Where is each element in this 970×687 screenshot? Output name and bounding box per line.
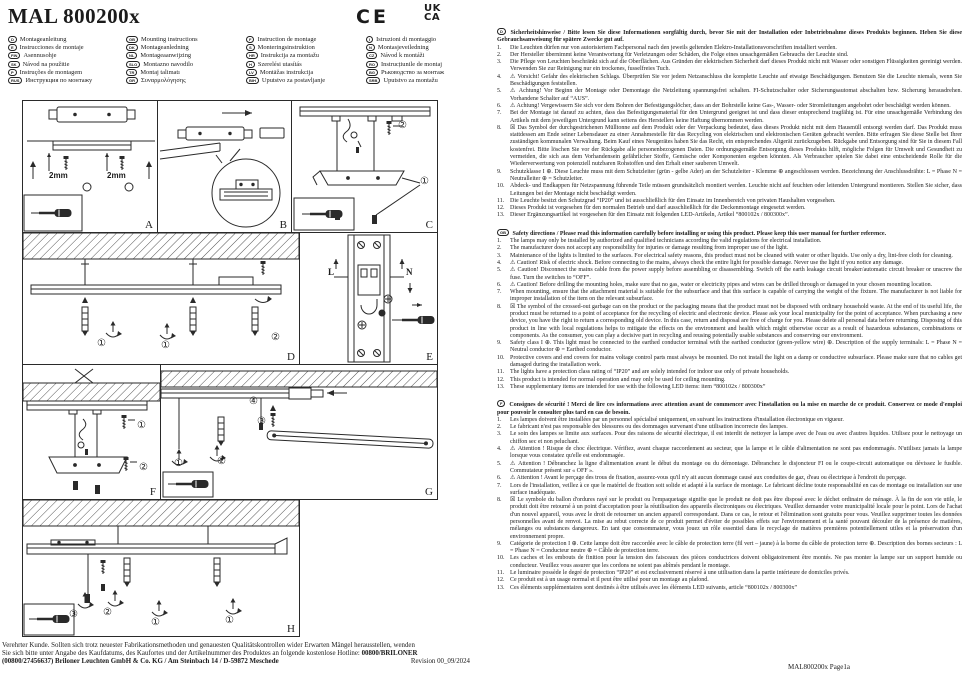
safety-item	[497, 461, 962, 476]
country-code-badge: GR	[126, 77, 138, 84]
item-number: 7.	[497, 482, 502, 489]
item-text: When mounting, ensure that the attachment material is suitable for the subsurface and that this surface is capable of carrying the weight of the fixture. The manufacturer is not liable for improper installation of the item on the relevant subsurface.	[510, 289, 962, 303]
item-text: Maintenance of the lights is limited to the surfaces. For electrical safety reasons, this product must not be cleaned with water or other liquids. Use only a dry, lint-free cloth for cleaning.	[510, 252, 953, 259]
language-item	[246, 68, 364, 76]
safety-item	[497, 384, 962, 391]
item-text: The manufacturer does not accept any responsibility for injuries or damage resulting from improper use of the light.	[510, 245, 789, 252]
country-code-badge: TR	[126, 69, 137, 76]
manufacturer-address: (00800/27456637) Briloner Leuchten GmbH & Co. KG / Am Steinbach 14 / D-59872 Meschede	[2, 658, 279, 666]
screw-in-icon	[152, 600, 168, 616]
ceiling-hatch	[23, 500, 299, 526]
language-item	[126, 43, 244, 51]
hotline-number: 00800/BRILONER	[361, 650, 418, 658]
item-text: ⚠ Vorsicht! Gefahr des elektrischen Schlags. Überprüfen Sie vor jedem Netzanschluss die komplette Leuchte auf etwaige Beschädigungen. Benutzen Sie die Leuchte niemals, wenn Sie Beschädigungen feststellen.	[510, 73, 962, 88]
safety-item	[497, 541, 962, 556]
language-label: Asennusohje	[23, 52, 57, 60]
language-item	[8, 52, 126, 60]
ceiling-hatch	[161, 371, 437, 387]
language-label: Montāžas instrukcija	[259, 68, 314, 76]
language-label: Uputstvo za postavljanje	[261, 77, 326, 85]
language-column-1	[8, 35, 126, 85]
screwdriver-icon	[29, 616, 69, 623]
language-label: Návod k montáži	[380, 52, 425, 60]
screw-icon	[387, 121, 392, 135]
item-number: 3.	[497, 59, 502, 66]
item-text: Lors de l'installation, veillez à ce que le matériel de fixation soit solide et adapté à la surface de montage. Le fabricant décline toute responsabilité en cas de montage ou installation sur une surface inadéquate.	[510, 482, 962, 496]
item-number: 9.	[497, 540, 502, 547]
screw-icon	[120, 156, 125, 170]
language-label: Istruzioni di montaggio	[376, 35, 437, 43]
section-items	[497, 45, 962, 220]
screw-icon	[271, 413, 276, 427]
step-number: ①	[151, 617, 160, 628]
language-label: Instruções de montagem	[19, 68, 83, 76]
language-label: Ръководство за монтаж	[381, 68, 445, 76]
item-number: 5.	[497, 460, 502, 467]
country-code-badge: BG	[366, 69, 378, 76]
magnifier-circle	[212, 159, 280, 227]
dimension-label: 2mm	[107, 171, 126, 180]
item-number: 13.	[497, 584, 505, 591]
screw-icon	[261, 261, 266, 275]
item-text: The lamps may only be installed by authorized and qualified technicians according the valid regulations for electrical installation.	[510, 238, 822, 245]
safety-item	[497, 497, 962, 541]
item-number: 13.	[497, 212, 505, 219]
diagram-panel-h	[22, 499, 300, 637]
country-code-badge: SRB	[366, 77, 380, 84]
safety-item	[497, 475, 962, 482]
safety-item	[497, 110, 962, 125]
item-text: Les caches et les embouts de finition pour la tension des faisceaux des pièces conductrices doivent obligatoirement être montés. Ne pas monter la lampe sur un support humide ou conducteur. Veuillez vous assurer que les cordons ne soient pas abîmés pendant le montage.	[510, 555, 962, 569]
safety-item	[497, 355, 962, 370]
diagram-h-drawing	[23, 500, 299, 636]
screwdriver-icon	[168, 481, 208, 488]
item-number: 8.	[497, 497, 502, 504]
language-item	[8, 43, 126, 51]
item-number: 12.	[497, 577, 505, 584]
item-text: Dieses Produkt ist vorgesehen für den normalen Betrieb und darf ausschließlich für die Deckenmontage eingesetzt werden.	[510, 205, 806, 212]
step-number: ④	[249, 396, 258, 407]
country-code-badge: N	[366, 44, 375, 51]
language-label: Instruction de montage	[257, 35, 317, 43]
item-number: 8.	[497, 124, 502, 131]
country-code-badge: F	[497, 400, 505, 407]
language-item	[366, 76, 484, 84]
diagram-panel-a	[22, 100, 158, 233]
item-number: 1.	[497, 44, 502, 51]
language-label: Instrukcija za montažu	[260, 52, 319, 60]
language-label: Montageanleitung	[19, 35, 67, 43]
item-number: 7.	[497, 110, 502, 117]
country-code-badge: SLO	[126, 61, 140, 68]
country-code-badge: GB	[497, 229, 509, 236]
item-text: Abdeck- und Endkappen für Netzspannung führende Teile müssen grundsätzlich montiert werden. Leuchte nicht auf feuchten oder leitenden Untergrund montieren. Stellen Sie sicher, dass Leitungen bei der Montage nicht beschädigt werden.	[510, 183, 962, 197]
country-code-badge: RO	[366, 61, 378, 68]
revision-label: Revision 00_09/2024	[410, 658, 470, 666]
language-item	[8, 76, 126, 84]
safety-item	[497, 340, 962, 355]
language-item	[8, 35, 126, 43]
safety-item	[497, 555, 962, 570]
item-number: 9.	[497, 340, 502, 347]
language-label: Instrucciones de montaje	[19, 43, 84, 51]
language-item	[126, 68, 244, 76]
step-number: ②	[103, 607, 112, 618]
item-number: 11.	[497, 197, 505, 204]
screw-in-icon	[226, 598, 242, 614]
country-code-badge: P	[8, 69, 17, 76]
item-text: This product is intended for normal operation and may only be used for ceiling mounting.	[510, 376, 726, 383]
warranty-line2: Sie sich bitte unter Angabe des Kaufdatums, des Kaufortes und der Artikelnummer des Produktes an folgende kostenlose Hotline: 00800/BRILONER	[2, 650, 418, 658]
diagram-panel-f	[22, 364, 161, 500]
step-number: ①	[161, 340, 170, 351]
safety-item	[497, 125, 962, 169]
country-code-badge: D	[8, 36, 17, 43]
item-text: ⚠ Achtung! Vergewissern Sie sich vor dem Bohren der Befestigungslöcher, dass an der Bohrstelle keine Gas-, Wasser- oder Stromleitungen angebohrt oder beschädigt werden können.	[510, 102, 951, 109]
step-number: ②	[271, 332, 280, 343]
item-number: 3.	[497, 252, 502, 259]
wall-plug-icon	[82, 307, 88, 336]
item-number: 7.	[497, 289, 502, 296]
ukca-mark	[424, 4, 441, 22]
safety-section-de	[497, 28, 962, 220]
item-text: ⚠ Caution! Risk of electric shock. Before connecting to the mains, always check the entire light for possible damage. Never use the light if you notice any damage.	[510, 259, 904, 266]
language-label: Montasjeveiledning	[377, 43, 429, 51]
item-text: The lights have a protection class rating of “IP20” and are solely intended for indoor use only of private households.	[510, 369, 790, 376]
item-number: 6.	[497, 102, 502, 109]
item-number: 6.	[497, 281, 502, 288]
country-code-badge: GB	[126, 36, 138, 43]
diagram-e-drawing	[300, 233, 437, 364]
language-label: Montaj talimatı	[140, 68, 180, 76]
safety-item	[497, 245, 962, 252]
safety-section-en	[497, 229, 962, 392]
warranty-footer	[2, 642, 470, 666]
section-heading	[497, 400, 962, 417]
section-heading-text: Safety directions / Please read this information carefully before installing or using this product. Please keep this user manual for further reference.	[512, 230, 887, 237]
ukca-line1: UK	[424, 3, 441, 14]
country-code-badge: NL	[126, 52, 137, 59]
step-number: ③	[257, 416, 266, 427]
item-text: Die Leuchte besitzt den Schutzgrad “IP20” und ist ausschließlich für den Einsatz im Innenbereich von privaten Haushalten vorgesehen.	[510, 197, 836, 204]
wire-label-l: L	[328, 267, 335, 277]
step-number: ①	[97, 338, 106, 349]
language-item	[246, 43, 364, 51]
item-number: 5.	[497, 267, 502, 274]
screw-icon	[124, 457, 129, 471]
item-number: 11.	[497, 369, 505, 376]
warranty-line1: Verehrter Kunde. Sollten sich trotz neuester Fabrikationsmethoden und genauesten Qualitätskontrollen wider Erwarten Mängel herausstellen, wenden	[2, 642, 415, 649]
language-item	[8, 68, 126, 76]
item-text: Safety class I ⊕. This light must be connected to the earthed conductor terminal with the earthed conductor (green-yellow wire) ⊕. Description of the supply terminals: L = Phase N = Neutral conductor ⊕ = Earthed conductor.	[510, 340, 962, 354]
language-column-2	[126, 35, 244, 85]
language-label: Montageaanwijzing	[140, 52, 192, 60]
language-label: Συναρμολόγησης	[141, 77, 186, 85]
country-code-badge: HR	[246, 52, 258, 59]
safety-item	[497, 212, 962, 219]
safety-item	[497, 369, 962, 376]
item-text: Die Leuchten dürfen nur von autorisiertem Fachpersonal nach den jeweils geltenden Elektro-Installationsvorschriften installiert werden.	[510, 44, 837, 51]
safety-item	[497, 45, 962, 52]
diagram-a-drawing	[23, 101, 157, 232]
country-code-badge: D	[497, 28, 506, 35]
screwdriver-icon	[302, 211, 342, 218]
diagram-panel-b	[157, 100, 292, 233]
safety-item	[497, 88, 962, 103]
safety-item	[497, 431, 962, 446]
item-number: 2.	[497, 424, 502, 431]
country-code-badge: DK	[126, 44, 138, 51]
ce-mark: CE	[356, 6, 389, 28]
language-item	[366, 52, 484, 60]
item-text: Ce produit est à un usage normal et il peut être utilisé pour un montage au plafond.	[510, 577, 709, 584]
country-code-badge: SK	[8, 61, 20, 68]
safety-item	[497, 267, 962, 282]
page-right	[497, 28, 962, 601]
item-number: 13.	[497, 383, 505, 390]
wall-plug-icon	[252, 307, 258, 336]
item-number: 12.	[497, 205, 505, 212]
section-heading	[497, 28, 962, 45]
country-code-badge: H	[246, 61, 255, 68]
country-code-badge: FIN	[8, 52, 20, 59]
language-item	[246, 35, 364, 43]
item-number: 2.	[497, 245, 502, 252]
item-text: Die Pflege von Leuchten beschränkt sich auf die Oberflächen. Aus Gründen der elektrischen Sicherheit darf dieses Produkt nicht mit Wasser oder sonstigen Flüssigkeiten gereinigt werden. Verwenden Sie zur Reinigung nur ein trockenes, fusselfreies Tuch.	[510, 59, 962, 73]
item-number: 11.	[497, 570, 505, 577]
item-text: Protective covers and end covers for mains voltage control parts must always be mounted. Do not install the light on a damp or conductive subsurface. Please make sure that no cables get damaged during the installation work.	[510, 354, 962, 369]
safety-item	[497, 483, 962, 498]
panel-letter: C	[425, 219, 433, 231]
language-item	[246, 76, 364, 84]
section-items	[497, 417, 962, 592]
safety-item	[497, 59, 962, 74]
item-number: 2.	[497, 51, 502, 58]
language-label: Instrucțiunile de montaj	[381, 60, 443, 68]
item-text: ⚠ Caution! Before drilling the mounting holes, make sure that no gas, water or electricity pipes and wires can be drilled through or damaged in your chosen mounting location.	[510, 281, 933, 288]
panel-letter: E	[426, 351, 433, 363]
wall-plug-icon	[124, 558, 130, 587]
item-text: ☒ Das Symbol der durchgestrichenen Mülltonne auf dem Produkt oder der Verpackung bedeutet, dass dieses Produkt nicht mit dem Hausmüll entsorgt werden darf. Das Produkt muss stattdessen am Ende seiner Lebensdauer zu einer Annahmestelle für das Recycling von elektrischen und elektronischen Geräten gebracht werden. Bitte erfragen Sie diese Stelle bei Ihrer zuständigen kommunalen Verwaltung. Beim Kauf eines Neugerätes haben Sie das Recht, ein entsprechendes Altgerät zurückzugeben. Rückgabe und Entsorgung sind für Sie in diesem Fall kostenfrei. Bitte löschen Sie vor der Rückgabe alle personenbezogenen Daten. Die ordnungsgemäße Entsorgung dieses Produkts hilft, mögliche Folgen für Umwelt und Gesundheit zu vermeiden, die sich aus dem Vorhandensein gefährlicher Stoffe, Gemische oder Komponenten ergeben könnten. Als Verbraucher spielen Sie dabei eine entscheidende Rolle für die Wiederverwertung von potenziell nutzbaren Rohstoffen und den Erhalt einer sauberen Umwelt.	[510, 124, 962, 168]
panel-letter: A	[145, 219, 153, 231]
item-text: Der Hersteller übernimmt keine Verantwortung für Verletzungen oder Schäden, die Folge eines unsachgemäßen Gebrauchs der Leuchte sind.	[510, 51, 849, 58]
section-items	[497, 238, 962, 391]
screw-icon	[64, 156, 69, 170]
country-code-badge: RUS	[8, 77, 22, 84]
item-number: 10.	[497, 183, 505, 190]
item-text: Le soin des lampes se limite aux surfaces. Pour des raisons de sécurité électrique, il est interdit de nettoyer la lampe avec de l'eau ou avec d'autres liquides. Utilisez pour le nettoyage un chiffon sec et non peluchant.	[510, 431, 962, 445]
safety-item	[497, 585, 962, 592]
item-number: 8.	[497, 303, 502, 310]
country-code-badge: F	[246, 36, 254, 43]
item-text: Le luminaire possède le degré de protection “IP20” et est exclusivement réservé à une utilisation dans la partie intérieure de domiciles privés.	[510, 570, 850, 577]
screwdriver-icon	[31, 210, 71, 217]
language-item	[366, 43, 484, 51]
wall-plug-icon	[218, 417, 224, 446]
country-code-badge: CZ	[366, 52, 377, 59]
country-code-badge: LV	[246, 69, 257, 76]
language-item	[126, 76, 244, 84]
item-number: 3.	[497, 431, 502, 438]
panel-letter: D	[287, 351, 295, 363]
safety-item	[497, 577, 962, 584]
wire-label-n: N	[406, 267, 413, 277]
item-text: ⚠ Achtung! Vor Beginn der Montage oder Demontage die Netzleitung spannungsfrei schalten. FI-Schutzschalter oder Sicherungsautomat abschalten bzw. Sicherung herausdrehen. Vorhandene Schalter auf “AUS”.	[510, 88, 962, 102]
step-number: ②	[398, 120, 407, 131]
language-item	[126, 52, 244, 60]
language-label: Monteringsinstruktion	[257, 43, 315, 51]
dimension-label: 2mm	[49, 171, 68, 180]
item-text: ⚠ Attention ! Débranchez la ligne d'alimentation avant le début du montage ou du démontage. Débranchez le disjoncteur FI ou le coupe-circuit automatique ou dévissez le fusible. Commutateur présent sur « OFF ».	[510, 460, 962, 474]
item-number: 9.	[497, 168, 502, 175]
item-number: 5.	[497, 88, 502, 95]
item-number: 4.	[497, 259, 502, 266]
screwdriver-icon	[394, 317, 434, 324]
country-code-badge: BIH	[246, 77, 259, 84]
item-text: ⚠ Attention ! Avant le perçage des trous de fixation, assurez-vous qu'il n'y ait aucun dommage causé aux conduites de gaz, d'eau ou électrique à l'endroit du perçage.	[510, 475, 907, 482]
item-text: Les lampes doivent être installées par un personnel spécialisé uniquement, en suivant les instructions d'installation électronique en vigueur.	[510, 416, 844, 423]
language-label: Инструкция по монтажу	[25, 77, 93, 85]
item-number: 4.	[497, 446, 502, 453]
diagram-panel-c	[291, 100, 438, 233]
screw-icon	[122, 415, 127, 429]
safety-section-fr	[497, 400, 962, 592]
item-text: Schutzklasse I ⊕. Diese Leuchte muss mit dem Schutzleiter (grün - gelbe Ader) an der Schutzleiter - Klemme ⊕ angeschlossen werden. Bezeichnung der Anschlussdrähte: L = Phase N = Neutralleiter ⊕ = Schutzleiter.	[510, 168, 962, 182]
wall-plug-icon	[190, 307, 196, 336]
safety-item	[497, 446, 962, 461]
step-number: ②	[139, 462, 148, 473]
ceiling-hatch	[23, 383, 160, 401]
safety-item	[497, 304, 962, 340]
step-number: ①	[137, 420, 146, 431]
screw-in-icon	[106, 321, 122, 337]
panel-letter: H	[287, 623, 295, 635]
country-code-badge: I	[366, 36, 373, 43]
language-column-3	[246, 35, 364, 85]
ukca-line2: CA	[424, 12, 441, 23]
safety-item	[497, 183, 962, 198]
item-text: ⚠ Attention ! Risque de choc électrique. Vérifiez, avant chaque raccordement au secteur, que la lampe et le câble d'alimentation ne sont pas endommagés. N'utilisez jamais la lampe lorsque vous constatez qu'elle est endommagée.	[510, 446, 962, 460]
safety-item	[497, 253, 962, 260]
section-heading-text: Sicherheitshinweise / Bitte lesen Sie diese Informationen sorgfältig durch, bevor Sie mit der Installation oder Inbetriebnahme dieses Produkts beginnen. Heben Sie diese Gebrauchsanweisung für spätere Zwecke gut auf.	[497, 30, 962, 44]
language-item	[366, 35, 484, 43]
safety-item	[497, 289, 962, 304]
section-heading	[497, 229, 962, 238]
item-text: ☒ Le symbole du ballon d'ordures rayé sur le produit ou l'empaquetage signifie que le produit ne doit pas être disposé avec le déchet ordinaire de ménage. À la fin de son vie utile, le produit doit être retourné à un point d'acceptation pour la réutilisation des appareils électroniques ou électriques. Veuillez demander votre municipalité locale pour le point. Lors de l'achat d'un nouvel appareil, vous avez le droit de retourner un ancien appareil correspondant. Dans ce cas, le retour et l'élimination sont gratuits pour vous. Veuillez supprimer toutes les données personnelles avant de renvoi. La mise au rebut correcte de ce produit permet d'éviter de possibles effets sur l'environnement et la santé pouvant découler de la présence de matières, mélanges ou substances dangereux. En tant que consommateur, vous jouez un rôle essentiel dans le recyclage de matières premières potentiellement utiles et la préservation d'un environnement propre.	[510, 497, 962, 540]
safety-item	[497, 74, 962, 89]
safety-item	[497, 169, 962, 184]
diagram-g-drawing	[161, 365, 437, 499]
language-label: Szerelési utasítás	[257, 60, 302, 68]
language-item	[366, 68, 484, 76]
language-item	[246, 60, 364, 68]
step-number: ③	[69, 609, 78, 620]
screw-in-icon	[108, 590, 124, 606]
diagram-panel-e	[299, 232, 438, 365]
item-number: 10.	[497, 354, 505, 361]
panel-letter: B	[279, 219, 287, 231]
item-text: Bei der Montage ist darauf zu achten, dass das Befestigungsmaterial für den Untergrund geeignet ist und dass dieser entsprechend tragfähig ist. Für eine unsachgemäße Verbindung des Artikels mit dem jeweiligen Untergrund kann seitens des Herstellers keine Haftung übernommen werden.	[510, 110, 962, 124]
step-number: ①	[225, 615, 234, 626]
language-item	[246, 52, 364, 60]
panel-letter: G	[425, 486, 433, 498]
item-text: These supplementary items are intended for use with the following LED items: item “800102x / 800300x”	[510, 383, 766, 390]
item-number: 10.	[497, 555, 505, 562]
diagram-panel-d	[22, 232, 300, 365]
item-number: 1.	[497, 238, 502, 245]
country-code-badge: E	[8, 44, 17, 51]
diagram-b-drawing	[158, 101, 291, 232]
item-text: ☒ The symbol of the crossed-out garbage can on the product or the packaging means that the product must not be disposed with ordinary household waste. At the end of its useful life, the product must be returned to a point of acceptance for the recycling of electric and electronic device. Please ask your local municipality for the point of acceptance. When purchasing a new device, you have the right to return a corresponding old device. In this case, return and disposal are free of charge for you. Please delete all personal data before returning. Disposing of this product in line with local regulations helps to mitigate the effects on the environment and health which might otherwise occur as a result of hazardous substances, combinations or components. As the consumer, you can play a decisive part in recycling and reusing potentially usable substances and conserving our environment.	[510, 303, 962, 339]
language-label: Montazno navodilo	[143, 60, 194, 68]
screw-icon	[101, 560, 106, 574]
safety-item	[497, 282, 962, 289]
page-number-footer: MAL800200x Page1a	[788, 663, 851, 671]
item-text: Le fabricant n'est pas responsable des blessures ou des dommages survenant d'une utilisation incorrecte des lampes.	[510, 424, 788, 431]
item-number: 12.	[497, 376, 505, 383]
item-text: Ces éléments supplémentaires sont destinés à être utilisés avec les éléments LED suivants, article “800102x / 800300x”	[510, 584, 798, 591]
language-label: Uputstvo za montažu	[383, 77, 438, 85]
wall-plug-icon	[214, 558, 220, 587]
safety-item	[497, 377, 962, 384]
step-number: ②	[217, 456, 226, 467]
diagram-panel-g	[160, 364, 438, 500]
country-code-badge: S	[246, 44, 255, 51]
screw-in-icon	[160, 323, 176, 339]
language-item	[126, 60, 244, 68]
section-heading-text: Consignes de sécurité ! Merci de lire ces informations avec attention avant de commencer avec l'installation ou la mise en marche de ce produit. Conservez ce mode d'emploi pour pouvoir le consulter plus tard en cas de besoin.	[497, 402, 963, 416]
diagram-c-drawing	[292, 101, 437, 232]
item-text: ⚠ Caution! Disconnect the mains cable from the power supply before assembling or disassembling. Switch off the earth leakage circuit breaker/automatic circuit breaker or unscrew the fuse. Turn the switches to “OFF”.	[510, 267, 962, 281]
language-label: Návod na použitie	[22, 60, 70, 68]
ceiling-hatch	[23, 233, 299, 259]
language-label: Montageanledning	[140, 43, 189, 51]
item-text: Dieser Ergänzungsartikel ist vorgesehen für den Einsatz mit folgenden LED-Artikeln, Artikel “800102x / 800300x”.	[510, 212, 790, 219]
diagram-f-drawing	[23, 365, 160, 499]
step-number: ①	[420, 176, 429, 187]
step-number: ①	[174, 458, 183, 469]
language-item	[126, 35, 244, 43]
language-label: Mounting instructions	[141, 35, 198, 43]
language-item	[366, 60, 484, 68]
item-number: 4.	[497, 73, 502, 80]
item-text: Catégorie de protection I ⊕. Cette lampe doit être raccordée avec le câble de protection terre (fil vert – jaune) à la borne du câble de protection terre ⊕. Description des bornes secteurs : L = Phase N = Conducteur neutre ⊕ = Câble de protection terre.	[510, 540, 962, 555]
item-number: 1.	[497, 416, 502, 423]
document-title: MAL 800200x	[8, 4, 141, 28]
panel-letter: F	[149, 486, 156, 498]
language-column-4	[366, 35, 484, 85]
item-number: 6.	[497, 475, 502, 482]
language-item	[8, 60, 126, 68]
